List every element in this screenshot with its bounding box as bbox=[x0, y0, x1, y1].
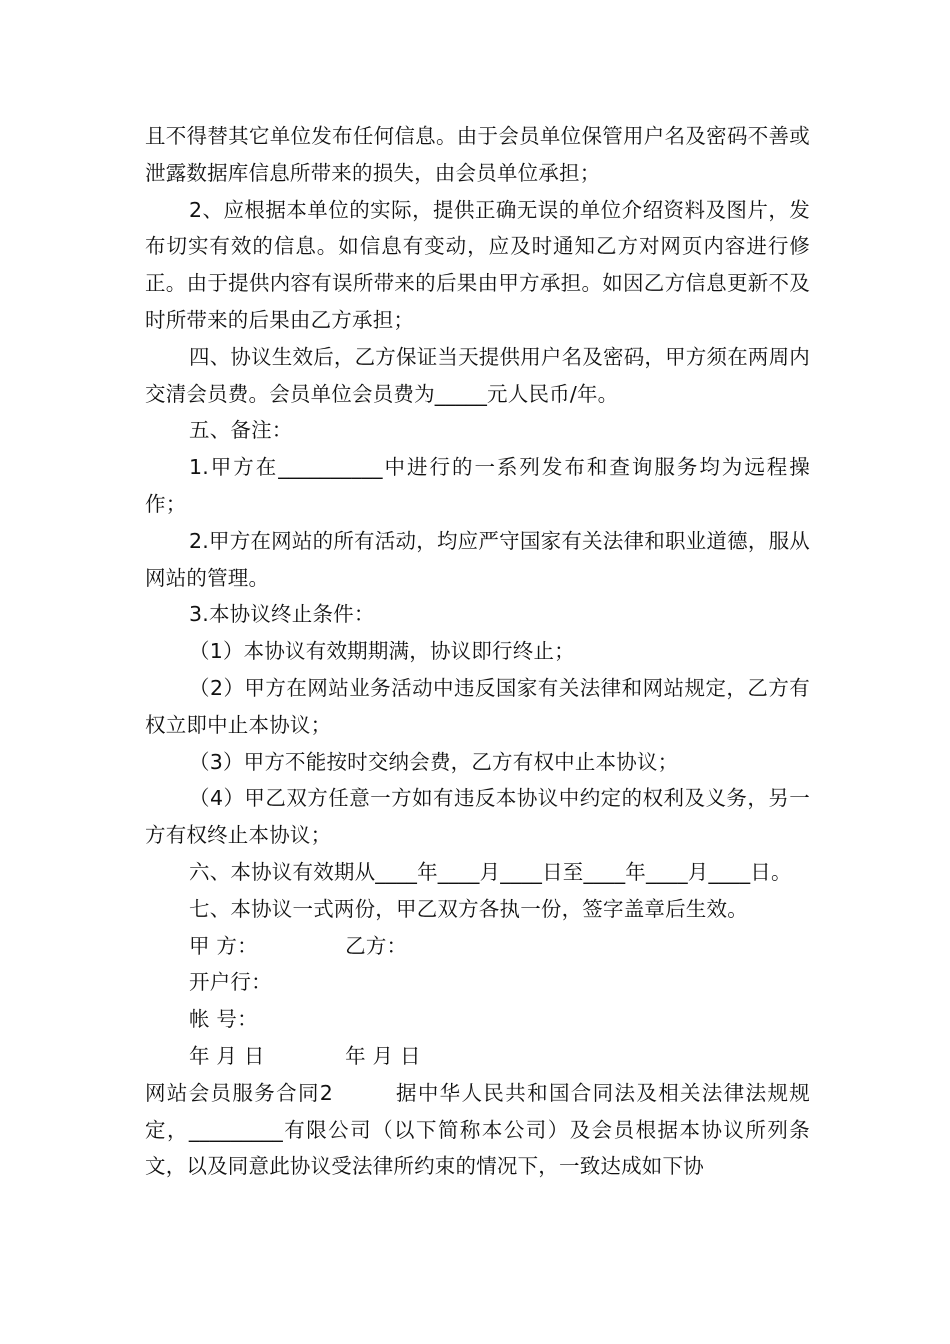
account-line: 帐 号： bbox=[189, 1007, 258, 1032]
paragraph-5: 1.甲方在__________中进行的一系列发布和查询服务均为远程操作； bbox=[145, 455, 810, 516]
paragraph-13: 七、本协议一式两份，甲乙双方各执一份，签字盖章后生效。 bbox=[189, 896, 748, 921]
paragraph-4: 五、备注： bbox=[189, 418, 293, 443]
bank-line: 开户行： bbox=[189, 970, 272, 995]
paragraph-2: 2、应根据本单位的实际，提供正确无误的单位介绍资料及图片，发布切实有效的信息。如信息有变动，应及时通知乙方对网页内容进行修正。由于提供内容有误所带来的后果由甲方承担。如因乙方信息更新不及时所带来的后果由乙方承担； bbox=[145, 197, 810, 332]
document-body bbox=[145, 118, 810, 1185]
paragraph-7: 3.本协议终止条件： bbox=[189, 602, 375, 627]
paragraph-3: 四、协议生效后，乙方保证当天提供用户名及密码，甲方须在两周内交清会员费。会员单位会员费为_____元人民币/年。 bbox=[145, 344, 810, 406]
paragraph-11: （4）甲乙双方任意一方如有违反本协议中约定的权利及义务，另一方有权终止本协议； bbox=[145, 786, 810, 848]
signature-party-line: 甲 方： 乙方： bbox=[189, 933, 408, 958]
contract-2-intro: 网站会员服务合同2 据中华人民共和国合同法及相关法律法规规定，_________有限公司（以下简称本公司）及会员根据本协议所列条文，以及同意此协议受法律所约束的情况下，一致达成如下协 bbox=[145, 1080, 810, 1179]
paragraph-1: 且不得替其它单位发布任何信息。由于会员单位保管用户名及密码不善或泄露数据库信息所带来的损失，由会员单位承担； bbox=[145, 124, 810, 185]
paragraph-12: 六、本协议有效期从____年____月____日至____年____月____日。 bbox=[189, 859, 792, 884]
paragraph-8: （1）本协议有效期期满，协议即行终止； bbox=[189, 639, 575, 664]
paragraph-6: 2.甲方在网站的所有活动，均应严守国家有关法律和职业道德，服从网站的管理。 bbox=[145, 528, 810, 590]
paragraph-10: （3）甲方不能按时交纳会费，乙方有权中止本协议； bbox=[189, 749, 679, 774]
date-line: 年 月 日 年 月 日 bbox=[189, 1043, 421, 1068]
paragraph-9: （2）甲方在网站业务活动中违反国家有关法律和网站规定，乙方有权立即中止本协议； bbox=[145, 675, 810, 737]
